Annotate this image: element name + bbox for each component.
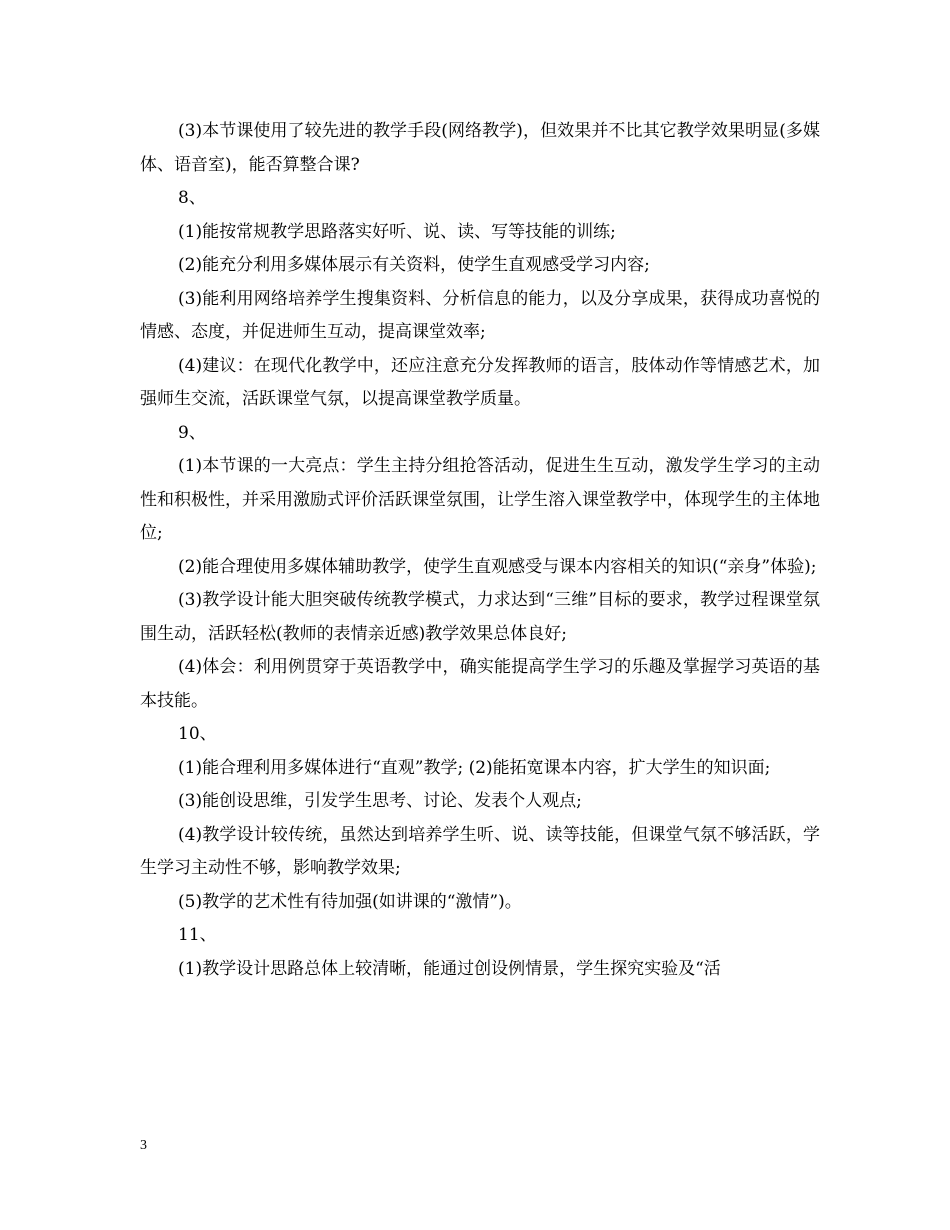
- paragraph: (1)能按常规教学思路落实好听、说、读、写等技能的训练;: [178, 221, 616, 242]
- paragraph: (4)体会：利用例贯穿于英语教学中，确实能提高学生学习的乐趣及掌握学习英语的基本技能。: [140, 657, 820, 711]
- section-number: 11、: [178, 925, 217, 945]
- document-body: [140, 115, 820, 986]
- paragraph: (3)本节课使用了较先进的教学手段(网络教学)，但效果并不比其它教学效果明显(多媒体、语音室)，能否算整合课?: [140, 121, 820, 175]
- paragraph: (4)建议：在现代化教学中，还应注意充分发挥教师的语言，肢体动作等情感艺术，加强师生交流，活跃课堂气氛，以提高课堂教学质量。: [140, 355, 820, 409]
- paragraph: (3)能创设思维，引发学生思考、讨论、发表个人观点;: [178, 791, 582, 811]
- section-number: 10、: [178, 724, 217, 744]
- paragraph: (1)能合理利用多媒体进行“直观”教学; (2)能拓宽课本内容，扩大学生的知识面;: [178, 757, 771, 778]
- paragraph: (2)能合理使用多媒体辅助教学，使学生直观感受与课本内容相关的知识(“亲身”体验);: [178, 556, 817, 577]
- paragraph: (3)教学设计能大胆突破传统教学模式，力求达到“三维”目标的要求，教学过程课堂氛围生动，活跃轻松(教师的表情亲近感)教学效果总体良好;: [140, 590, 820, 644]
- paragraph: (4)教学设计较传统，虽然达到培养学生听、说、读等技能，但课堂气氛不够活跃，学生学习主动性不够，影响教学效果;: [140, 824, 820, 878]
- section-number: 8、: [178, 188, 206, 208]
- section-number: 9、: [178, 422, 206, 443]
- paragraph: (1)教学设计思路总体上较清晰，能通过创设例情景，学生探究实验及“活: [178, 958, 721, 979]
- paragraph: (1)本节课的一大亮点：学生主持分组抢答活动，促进生生互动，激发学生学习的主动性和积极性，并采用激励式评价活跃课堂氛围，让学生溶入课堂教学中，体现学生的主体地位;: [140, 456, 820, 543]
- paragraph: (3)能利用网络培养学生搜集资料、分析信息的能力，以及分享成果，获得成功喜悦的情感、态度，并促进师生互动，提高课堂效率;: [140, 288, 820, 342]
- paragraph: (2)能充分利用多媒体展示有关资料，使学生直观感受学习内容;: [178, 255, 650, 275]
- page-number: 3: [140, 1138, 147, 1153]
- paragraph: (5)教学的艺术性有待加强(如讲课的“激情”)。: [178, 891, 522, 912]
